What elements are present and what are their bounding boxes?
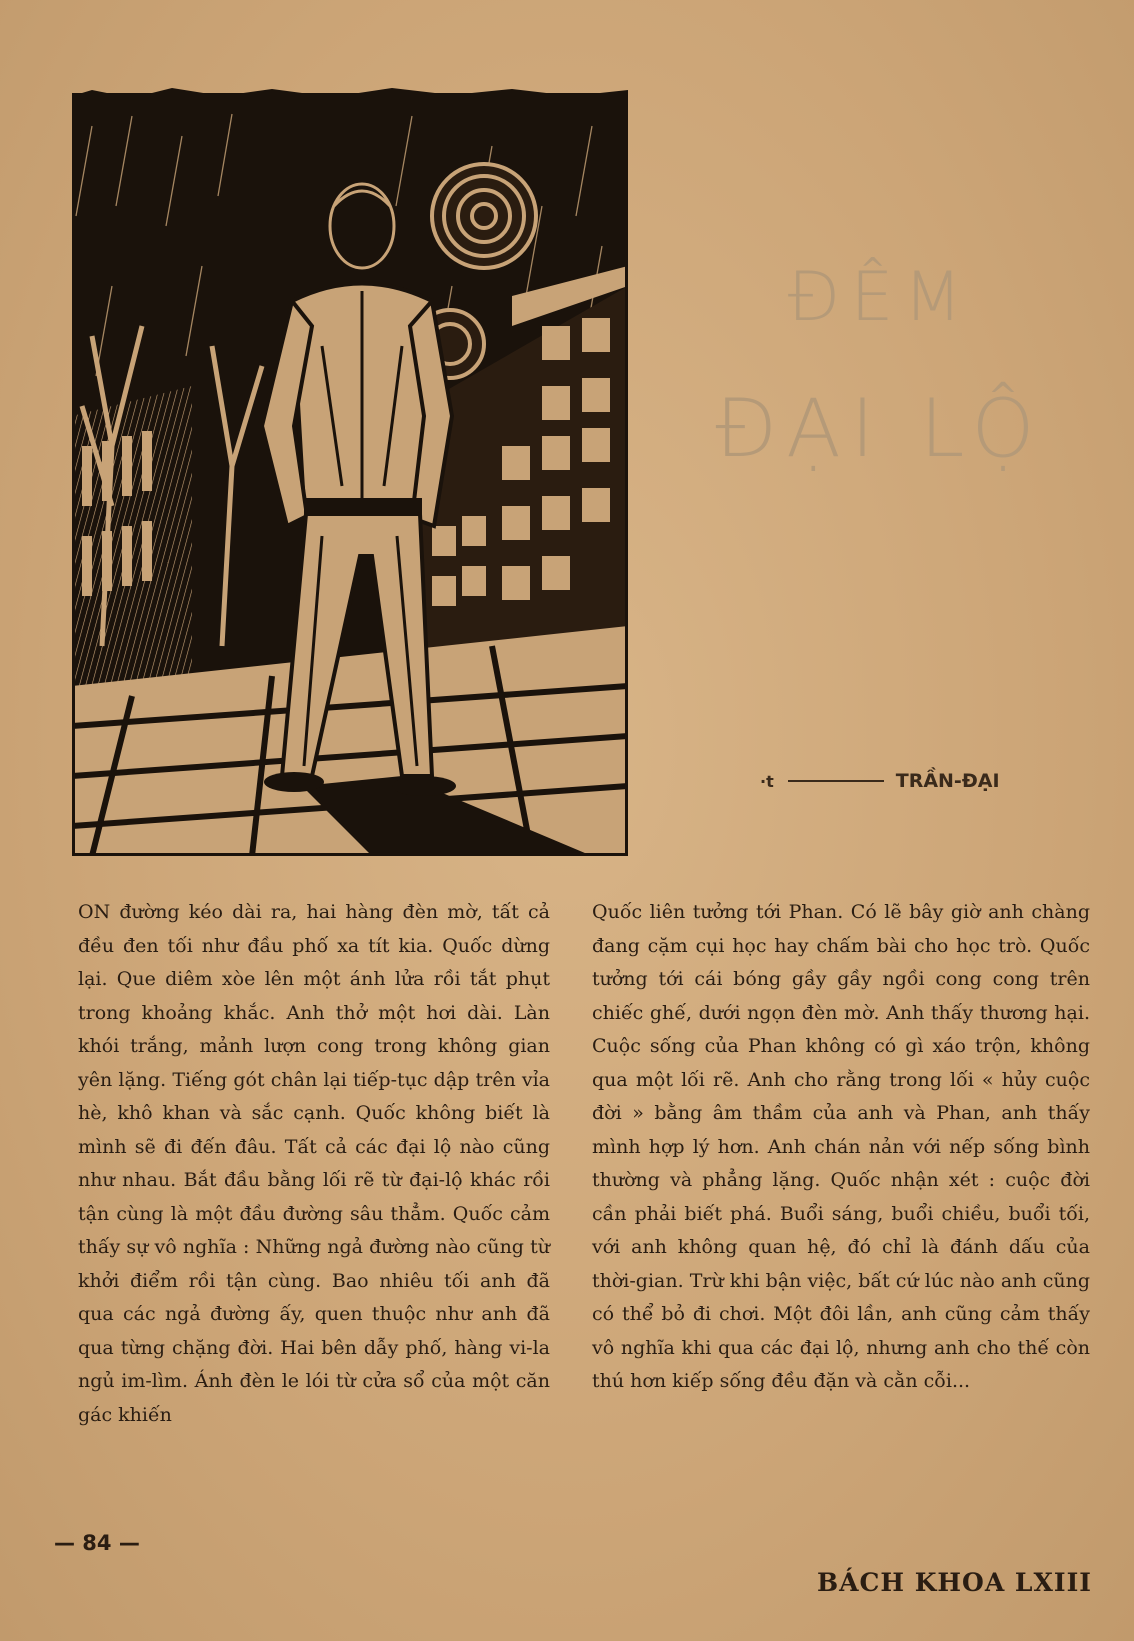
article-title — [700, 250, 1060, 494]
page-number: — 84 — — [54, 1531, 140, 1555]
byline-mark: ·t — [760, 771, 774, 791]
author-name: TRẦN-ĐẠI — [895, 770, 1000, 792]
woodcut-illustration — [72, 86, 628, 856]
magazine-name: BÁCH KHOA LXIII — [816, 1568, 1092, 1597]
byline-rule — [788, 780, 884, 782]
article-text-right: Quốc liên tưởng tới Phan. Có lẽ bây giờ anh chàng đang cặm cụi học hay chấm bài cho học trò. Quốc tưởng tới cái bóng gầy gầy ngồi cong cong trên chiếc ghế, dưới ngọn đèn mờ. Anh thấy thương hại. Cuộc sống của Phan không có gì xáo trộn, không qua một lối rẽ. Anh cho rằng trong lối « hủy cuộc đời » bằng âm thầm của anh và Phan, anh thấy mình hợp lý hơn. Anh chán nản với nếp sống bình thường và phẳng lặng. Quốc nhận xét : cuộc đời cần phải biết phá. Buổi sáng, buổi chiều, buổi tối, với anh không quan hệ, đó chỉ là đánh dấu của thời-gian. Trừ khi bận việc, bất cứ lúc nào anh cũng có thể bỏ đi chơi. Một đôi lần, anh cũng cảm thấy vô nghĩa khi qua các đại lộ, nhưng anh cho thế còn thú hơn kiếp sống đều đặn và cằn cỗi... — [592, 901, 1090, 1392]
title-line-1: ĐÊM — [787, 258, 973, 337]
article-text-left: ON đường kéo dài ra, hai hàng đèn mờ, tất cả đều đen tối như đầu phố xa tít kia. Quốc dừng lại. Que diêm xòe lên một ánh lửa rồi tắt phụt trong khoảng khắc. Anh thở một hơi dài. Làn khói trắng, mảnh lượn cong trong không gian yên lặng. Tiếng gót chân lại tiếp-tục dập trên vỉa hè, khô khan và sắc cạnh. Quốc không biết là mình sẽ đi đến đâu. Tất cả các đại lộ nào cũng như nhau. Bắt đầu bằng lối rẽ từ đại-lộ khác rồi tận cùng là một đầu đường sâu thẳm. Quốc cảm thấy sự vô nghĩa : Những ngả đường nào cũng từ khởi điểm rồi tận cùng. Bao nhiêu tối anh đã qua các ngả đường ấy, quen thuộc như anh đã qua từng chặng đời. Hai bên dẫy phố, hàng vi-la ngủ im-lìm. Ánh đèn le lói từ cửa sổ của một căn gác khiến — [78, 901, 550, 1426]
article-column-left — [78, 896, 550, 1432]
byline — [760, 768, 1080, 794]
article-column-right — [592, 896, 1090, 1399]
title-line-2: ĐẠI LỘ — [715, 382, 1045, 475]
